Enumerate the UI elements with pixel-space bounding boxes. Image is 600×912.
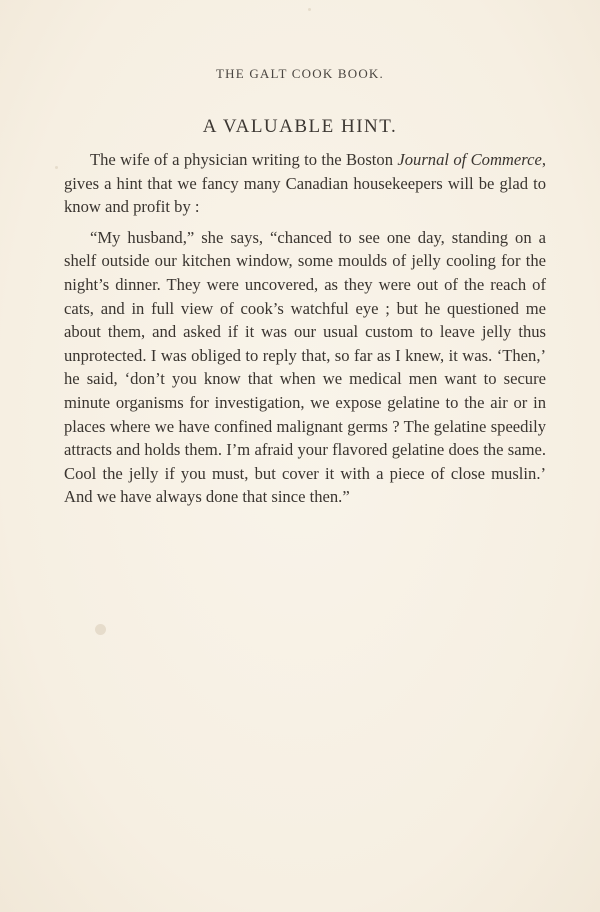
paragraph-intro-start: The wife of a physician writing to the Boston <box>90 150 398 169</box>
paper-speck <box>308 8 311 11</box>
running-head: THE GALT COOK BOOK. <box>216 66 384 81</box>
paragraph-intro-end: , gives a hint that we fancy many Canadian housekeepers will be glad to know and profit by : <box>64 150 547 217</box>
section-title: A VALUABLE HINT. <box>202 116 398 137</box>
paragraph-quote: “My husband,” she says, “chanced to see one day, standing on a shelf outside our kitchen window, some moulds of jelly cooling for the night’s dinner. They were uncovered, as they were out of the reach of cats, and in full view of cook’s watchful eye ; but he questioned me about them, and asked if it was our usual custom to leave jelly thus unprotected. I was obliged to reply that, so far as I knew, it was. ‘Then,’ he said, ‘don’t you know that when we medical men want to secure minute organisms for investigation, we expose gelatine to the air or in places where we have confined malignant germs ? The gelatine speedily attracts and holds them. I’m afraid your flavored gelatine does the same. Cool the jelly if you must, but cover it with a piece of close muslin.’ And we have always done that since then.” <box>64 227 546 507</box>
journal-name: Journal of Commerce <box>397 150 542 169</box>
paper-speck <box>55 166 58 169</box>
paper-stain <box>95 624 106 635</box>
body-text <box>64 148 546 509</box>
paragraph-intro <box>64 148 546 219</box>
